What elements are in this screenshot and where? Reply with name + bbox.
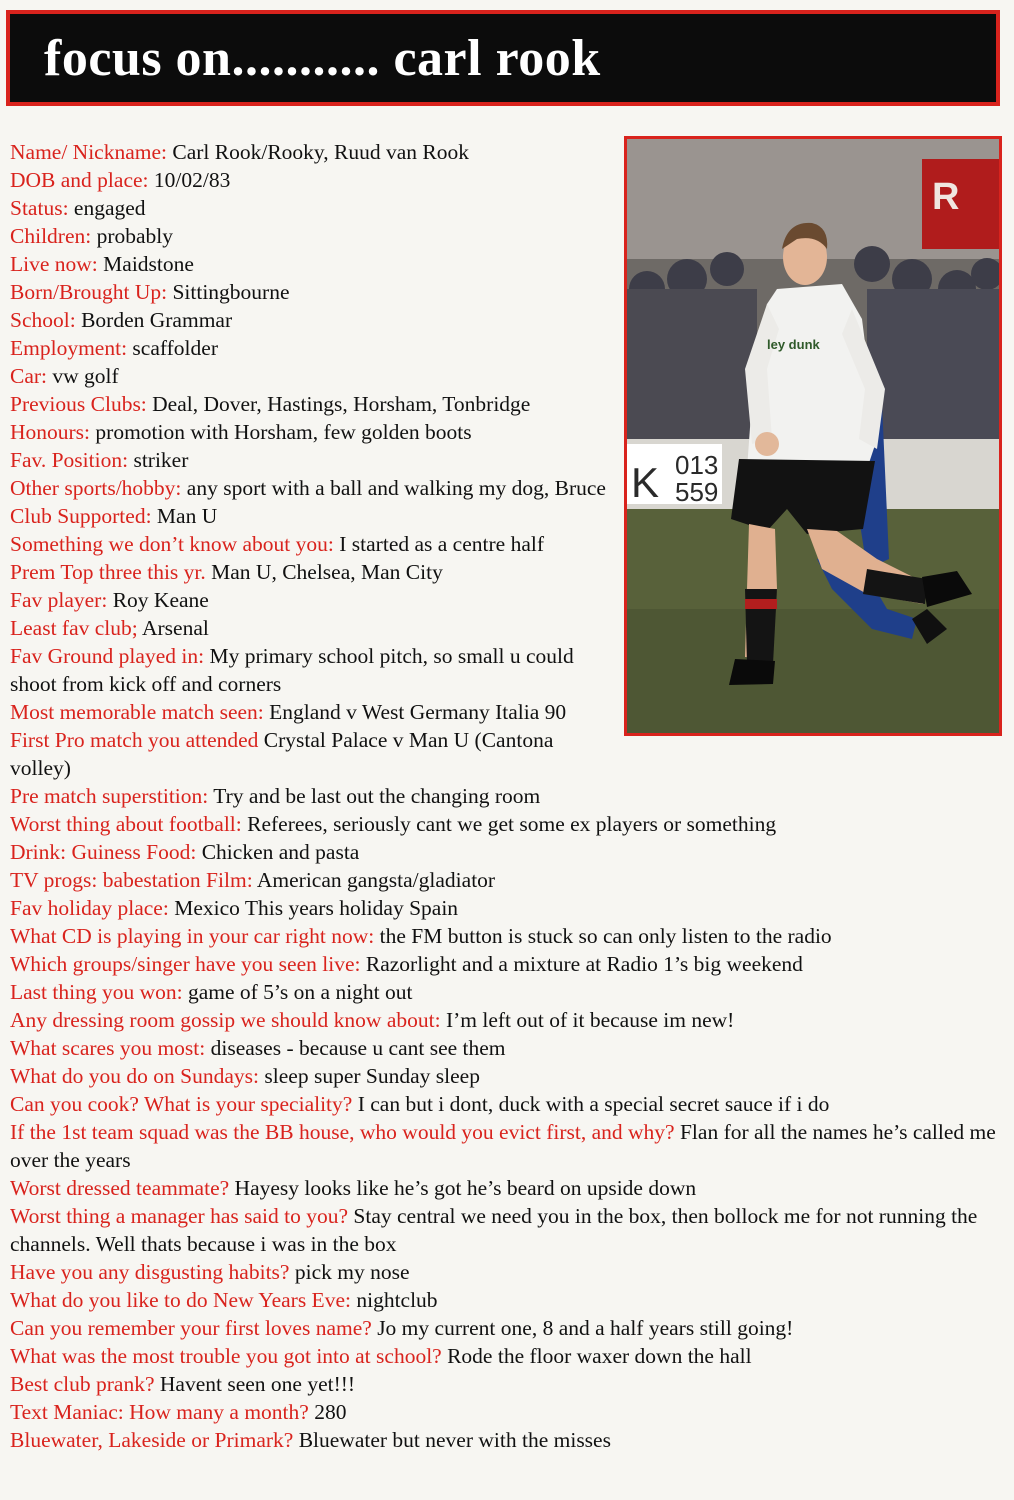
question-label: Fav holiday place: <box>10 896 169 920</box>
question-label: Status: <box>10 196 69 220</box>
question-label: Drink: Guiness Food: <box>10 840 197 864</box>
answer-text: probably <box>96 224 174 248</box>
question-label: Last thing you won: <box>10 980 183 1004</box>
question-label: First Pro match you attended <box>10 728 259 752</box>
question-label: Have you any disgusting habits? <box>10 1260 290 1284</box>
question-label: What do you like to do New Years Eve: <box>10 1288 351 1312</box>
question-label: Something we don’t know about you: <box>10 532 334 556</box>
question-label: Previous Clubs: <box>10 392 147 416</box>
qa-row <box>10 390 610 418</box>
question-label: Most memorable match seen: <box>10 700 264 724</box>
qa-row <box>10 558 610 586</box>
question-label: Bluewater, Lakeside or Primark? <box>10 1428 294 1452</box>
qa-row <box>10 1034 1002 1062</box>
answer-text: scaffolder <box>132 336 218 360</box>
question-label: Which groups/singer have you seen live: <box>10 952 361 976</box>
question-label: Worst dressed teammate? <box>10 1176 230 1200</box>
qa-row <box>10 978 1002 1006</box>
answer-text: the FM button is stuck so can only listen to the radio <box>379 924 832 948</box>
question-label: Prem Top three this yr. <box>10 560 206 584</box>
answer-text: My primary school pitch, so small u could shoot from kick off and corners <box>10 644 574 696</box>
qa-row <box>10 138 610 166</box>
qa-row <box>10 278 610 306</box>
qa-list <box>10 138 1006 1454</box>
title-banner <box>6 10 1000 106</box>
board-number-1: 013 <box>675 450 719 480</box>
question-label: Worst thing a manager has said to you? <box>10 1204 349 1228</box>
qa-row <box>10 1314 1002 1342</box>
qa-row <box>10 866 1002 894</box>
answer-text: Havent seen one yet!!! <box>159 1372 356 1396</box>
question-label: What was the most trouble you got into at school? <box>10 1344 442 1368</box>
svg-text:R: R <box>932 176 960 218</box>
qa-row <box>10 250 610 278</box>
qa-row <box>10 1370 1002 1398</box>
qa-row <box>10 810 1002 838</box>
answer-text: Jo my current one, 8 and a half years still going! <box>377 1316 794 1340</box>
answer-text: striker <box>133 448 189 472</box>
question-label: Text Maniac: How many a month? <box>10 1400 309 1424</box>
qa-row <box>10 1062 1002 1090</box>
qa-row <box>10 1286 1002 1314</box>
answer-text: sleep super Sunday sleep <box>264 1064 480 1088</box>
question-label: Born/Brought Up: <box>10 280 168 304</box>
answer-text: Referees, seriously cant we get some ex players or something <box>247 812 777 836</box>
answer-text: 280 <box>314 1400 347 1424</box>
question-label: Fav. Position: <box>10 448 129 472</box>
answer-text: Hayesy looks like he’s got he’s beard on upside down <box>234 1176 697 1200</box>
answer-text: 10/02/83 <box>153 168 231 192</box>
question-label: Name/ Nickname: <box>10 140 168 164</box>
qa-row <box>10 222 610 250</box>
question-label: Worst thing about football: <box>10 812 242 836</box>
answer-text: Sittingbourne <box>172 280 290 304</box>
answer-text: Carl Rook/Rooky, Ruud van Rook <box>172 140 470 164</box>
qa-row <box>10 474 610 502</box>
question-label: What scares you most: <box>10 1036 206 1060</box>
qa-row <box>10 1202 1002 1258</box>
qa-row <box>10 362 610 390</box>
question-label: Fav player: <box>10 588 108 612</box>
question-label: Employment: <box>10 336 128 360</box>
answer-text: nightclub <box>356 1288 438 1312</box>
question-label: DOB and place: <box>10 168 149 192</box>
question-label: Any dressing room gossip we should know about: <box>10 1008 441 1032</box>
qa-row <box>10 502 610 530</box>
board-number-2: 559 <box>675 477 719 507</box>
qa-row <box>10 894 1002 922</box>
answer-text: Roy Keane <box>112 588 209 612</box>
question-label: Fav Ground played in: <box>10 644 205 668</box>
question-label: If the 1st team squad was the BB house, who would you evict first, and why? <box>10 1120 675 1144</box>
qa-row <box>10 1342 1002 1370</box>
qa-row <box>10 1426 1002 1454</box>
qa-row <box>10 642 610 698</box>
answer-text: Chicken and pasta <box>201 840 360 864</box>
answer-text: Deal, Dover, Hastings, Horsham, Tonbridge <box>152 392 531 416</box>
question-label: Club Supported: <box>10 504 152 528</box>
shirt-sponsor-text: ley dunk <box>767 337 820 352</box>
question-label: Honours: <box>10 420 91 444</box>
question-label: Pre match superstition: <box>10 784 209 808</box>
answer-text: promotion with Horsham, few golden boots <box>95 420 472 444</box>
question-label: Can you remember your first loves name? <box>10 1316 372 1340</box>
qa-row <box>10 950 1002 978</box>
qa-row <box>10 1258 1002 1286</box>
qa-row <box>10 1006 1002 1034</box>
answer-text: Rode the floor waxer down the hall <box>447 1344 752 1368</box>
question-label: Best club prank? <box>10 1372 155 1396</box>
answer-text: vw golf <box>52 364 119 388</box>
title-banner-inner <box>10 14 996 102</box>
question-label: Children: <box>10 224 92 248</box>
answer-text: engaged <box>73 196 146 220</box>
qa-row <box>10 838 1002 866</box>
qa-row <box>10 698 610 726</box>
qa-row <box>10 1398 1002 1426</box>
answer-text: Arsenal <box>141 616 209 640</box>
answer-text: Flan for all the names he’s called me over the years <box>10 1120 996 1172</box>
question-label: What CD is playing in your car right now: <box>10 924 375 948</box>
answer-text: Razorlight and a mixture at Radio 1’s big weekend <box>365 952 803 976</box>
qa-row <box>10 446 610 474</box>
answer-text: Borden Grammar <box>81 308 233 332</box>
qa-row <box>10 782 1002 810</box>
answer-text: I’m left out of it because im new! <box>445 1008 735 1032</box>
qa-row <box>10 1118 1002 1174</box>
qa-row <box>10 614 610 642</box>
qa-row <box>10 530 610 558</box>
qa-row <box>10 726 610 782</box>
answer-text: American gangsta/gladiator <box>256 868 496 892</box>
page-title: focus on........... carl rook <box>44 29 601 87</box>
answer-text: Mexico This years holiday Spain <box>174 896 459 920</box>
qa-row <box>10 1090 1002 1118</box>
question-label: Car: <box>10 364 48 388</box>
answer-text: any sport with a ball and walking my dog, Bruce <box>186 476 606 500</box>
question-label: Can you cook? What is your speciality? <box>10 1092 353 1116</box>
answer-text: I can but i dont, duck with a special secret sauce if i do <box>357 1092 830 1116</box>
answer-text: Crystal Palace v Man U (Cantona volley) <box>10 728 554 780</box>
answer-text: Man U, Chelsea, Man City <box>211 560 443 584</box>
question-label: TV progs: babestation Film: <box>10 868 253 892</box>
qa-row <box>10 586 610 614</box>
answer-text: pick my nose <box>294 1260 410 1284</box>
answer-text: Maidstone <box>103 252 194 276</box>
qa-row <box>10 194 610 222</box>
answer-text: Try and be last out the changing room <box>213 784 541 808</box>
answer-text: Man U <box>156 504 218 528</box>
answer-text: I started as a centre half <box>339 532 544 556</box>
qa-row <box>10 922 1002 950</box>
qa-row <box>10 418 610 446</box>
qa-row <box>10 306 610 334</box>
qa-row <box>10 1174 1002 1202</box>
question-label: Other sports/hobby: <box>10 476 182 500</box>
question-label: Live now: <box>10 252 98 276</box>
answer-text: Bluewater but never with the misses <box>298 1428 611 1452</box>
answer-text: game of 5’s on a night out <box>187 980 413 1004</box>
answer-text: diseases - because u cant see them <box>210 1036 506 1060</box>
qa-row <box>10 166 610 194</box>
qa-row <box>10 334 610 362</box>
question-label: What do you do on Sundays: <box>10 1064 260 1088</box>
board-letter: K <box>631 459 660 506</box>
answer-text: Stay central we need you in the box, then bollock me for not running the channels. Well thats because i was in the box <box>10 1204 978 1256</box>
question-label: School: <box>10 308 76 332</box>
answer-text: England v West Germany Italia 90 <box>269 700 567 724</box>
question-label: Least fav club; <box>10 616 138 640</box>
